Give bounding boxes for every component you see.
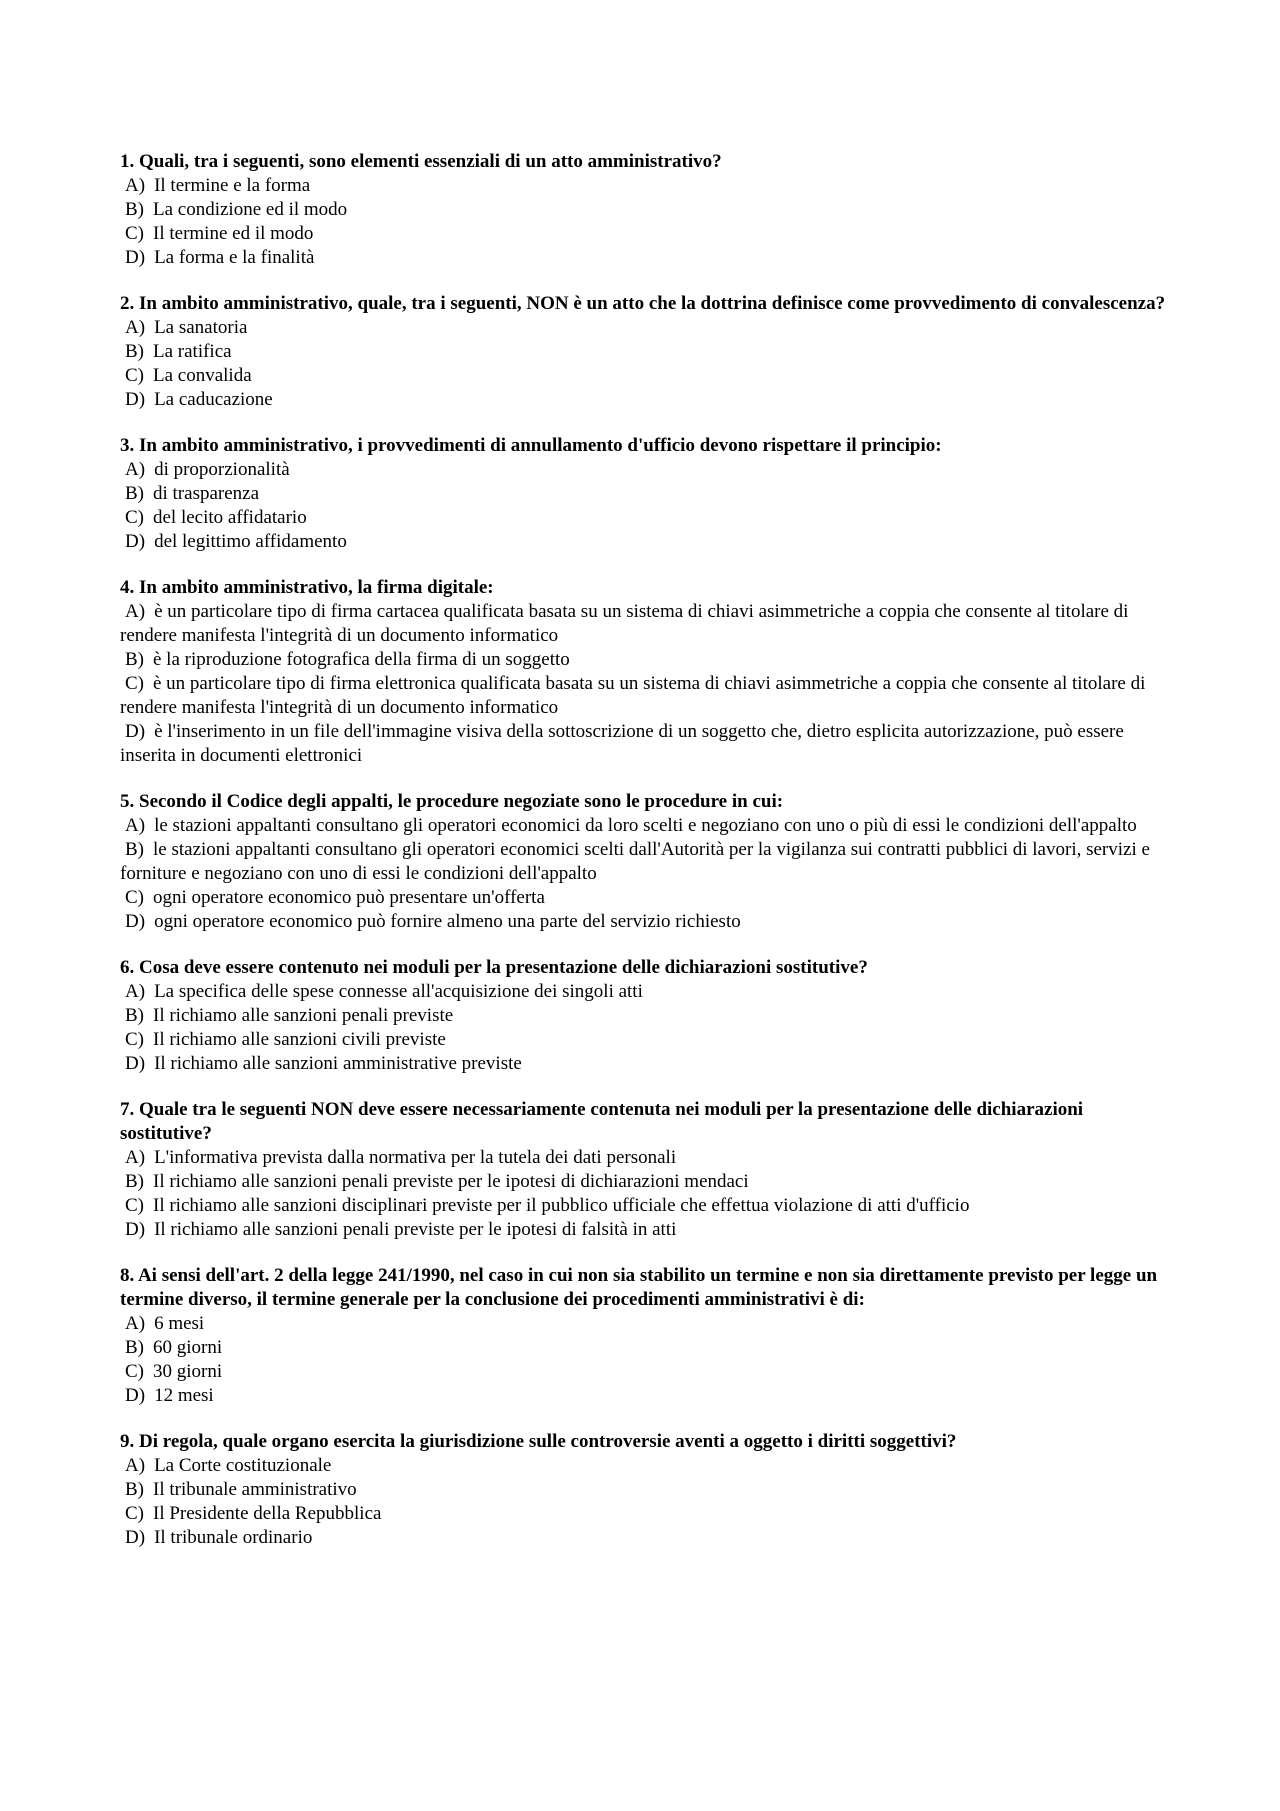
answer-option	[120, 1478, 1170, 1502]
option-text: è l'inserimento in un file dell'immagine visiva della sottoscrizione di un soggetto che, dietro esplicita autorizzazione, può essere inserita in documenti elettronici	[120, 721, 1124, 766]
option-text: La sanatoria	[154, 317, 248, 338]
option-letter: D)	[125, 911, 146, 932]
answer-option	[120, 814, 1170, 838]
option-text: L'informativa prevista dalla normativa per la tutela dei dati personali	[154, 1147, 677, 1168]
answer-option	[120, 1052, 1170, 1076]
question-number: 7.	[120, 1099, 135, 1120]
option-text: La condizione ed il modo	[153, 199, 348, 220]
option-text: Il Presidente della Repubblica	[153, 1503, 382, 1524]
question-number: 3.	[120, 435, 135, 456]
question-text	[120, 1430, 1170, 1454]
option-letter: C)	[125, 673, 144, 694]
option-letter: D)	[125, 721, 146, 742]
option-text: è un particolare tipo di firma elettronica qualificata basata su un sistema di chiavi asimmetriche a coppia che consente al titolare di rendere manifesta l'integrità di un documento informatico	[120, 673, 1146, 718]
option-letter: C)	[125, 1195, 144, 1216]
option-text: La specifica delle spese connesse all'acquisizione dei singoli atti	[154, 981, 643, 1002]
question-number: 8.	[120, 1265, 135, 1286]
answer-option	[120, 648, 1170, 672]
question-5	[120, 790, 1170, 934]
question-text	[120, 790, 1170, 814]
option-letter: B)	[125, 1337, 144, 1358]
question-number: 5.	[120, 791, 135, 812]
option-text: ogni operatore economico può fornire almeno una parte del servizio richiesto	[154, 911, 741, 932]
question-text	[120, 1264, 1170, 1312]
answer-options	[120, 1454, 1170, 1550]
question-body: In ambito amministrativo, i provvedimenti di annullamento d'ufficio devono rispettare il principio:	[139, 435, 942, 456]
option-letter: C)	[125, 223, 144, 244]
question-4	[120, 576, 1170, 768]
question-9	[120, 1430, 1170, 1550]
question-3	[120, 434, 1170, 554]
answer-option	[120, 1502, 1170, 1526]
question-text	[120, 292, 1170, 316]
question-number: 4.	[120, 577, 135, 598]
option-text: Il richiamo alle sanzioni amministrative previste	[154, 1053, 522, 1074]
answer-option	[120, 364, 1170, 388]
option-text: di proporzionalità	[154, 459, 290, 480]
answer-option	[120, 1146, 1170, 1170]
option-text: 30 giorni	[153, 1361, 223, 1382]
question-number: 6.	[120, 957, 135, 978]
option-letter: A)	[125, 175, 146, 196]
option-text: Il tribunale amministrativo	[153, 1479, 357, 1500]
answer-option	[120, 316, 1170, 340]
answer-option	[120, 600, 1170, 648]
answer-option	[120, 458, 1170, 482]
option-letter: A)	[125, 1455, 146, 1476]
option-text: Il richiamo alle sanzioni civili previste	[153, 1029, 446, 1050]
option-text: del legittimo affidamento	[154, 531, 347, 552]
option-letter: C)	[125, 887, 144, 908]
option-text: 12 mesi	[154, 1385, 214, 1406]
option-text: del lecito affidatario	[153, 507, 307, 528]
option-letter: B)	[125, 1005, 144, 1026]
option-text: è la riproduzione fotografica della firma di un soggetto	[153, 649, 570, 670]
question-number: 2.	[120, 293, 135, 314]
answer-option	[120, 1336, 1170, 1360]
question-body: Secondo il Codice degli appalti, le procedure negoziate sono le procedure in cui:	[139, 791, 784, 812]
option-text: La caducazione	[154, 389, 273, 410]
option-text: Il richiamo alle sanzioni penali previste per le ipotesi di dichiarazioni mendaci	[153, 1171, 749, 1192]
option-text: Il richiamo alle sanzioni disciplinari previste per il pubblico ufficiale che effettua violazione di atti d'ufficio	[153, 1195, 970, 1216]
option-letter: A)	[125, 601, 146, 622]
answer-option	[120, 1360, 1170, 1384]
option-letter: C)	[125, 507, 144, 528]
option-text: è un particolare tipo di firma cartacea qualificata basata su un sistema di chiavi asimmetriche a coppia che consente al titolare di rendere manifesta l'integrità di un documento informatico	[120, 601, 1129, 646]
answer-option	[120, 222, 1170, 246]
question-1	[120, 150, 1170, 270]
option-letter: C)	[125, 365, 144, 386]
question-number: 1.	[120, 151, 135, 172]
answer-option	[120, 1004, 1170, 1028]
answer-options	[120, 1146, 1170, 1242]
question-body: Ai sensi dell'art. 2 della legge 241/1990, nel caso in cui non sia stabilito un termine e non sia direttamente previsto per legge un termine diverso, il termine generale per la conclusione dei procedimenti amministrativi è di:	[120, 1265, 1158, 1310]
option-text: ogni operatore economico può presentare un'offerta	[153, 887, 545, 908]
option-text: Il tribunale ordinario	[154, 1527, 313, 1548]
question-body: Di regola, quale organo esercita la giurisdizione sulle controversie aventi a oggetto i diritti soggettivi?	[139, 1431, 957, 1452]
answer-options	[120, 600, 1170, 768]
answer-option	[120, 1170, 1170, 1194]
answer-option	[120, 1312, 1170, 1336]
question-text	[120, 956, 1170, 980]
option-letter: D)	[125, 1385, 146, 1406]
option-text: 60 giorni	[153, 1337, 223, 1358]
option-letter: D)	[125, 1219, 146, 1240]
option-text: Il richiamo alle sanzioni penali previste per le ipotesi di falsità in atti	[154, 1219, 677, 1240]
answer-option	[120, 1454, 1170, 1478]
answer-option	[120, 482, 1170, 506]
question-2	[120, 292, 1170, 412]
question-number: 9.	[120, 1431, 135, 1452]
option-letter: C)	[125, 1029, 144, 1050]
answer-option	[120, 1218, 1170, 1242]
answer-option	[120, 530, 1170, 554]
option-letter: A)	[125, 317, 146, 338]
option-letter: A)	[125, 1313, 146, 1334]
option-letter: A)	[125, 459, 146, 480]
question-body: Quali, tra i seguenti, sono elementi essenziali di un atto amministrativo?	[139, 151, 722, 172]
option-letter: B)	[125, 1171, 144, 1192]
answer-option	[120, 340, 1170, 364]
option-letter: D)	[125, 531, 146, 552]
question-text	[120, 1098, 1170, 1146]
option-letter: B)	[125, 649, 144, 670]
question-text	[120, 150, 1170, 174]
answer-option	[120, 388, 1170, 412]
question-body: Quale tra le seguenti NON deve essere necessariamente contenuta nei moduli per la presentazione delle dichiarazioni sostitutive?	[120, 1099, 1084, 1144]
question-6	[120, 956, 1170, 1076]
option-letter: B)	[125, 839, 144, 860]
option-text: le stazioni appaltanti consultano gli operatori economici da loro scelti e negoziano con uno o più di essi le condizioni dell'appalto	[154, 815, 1137, 836]
option-letter: D)	[125, 1053, 146, 1074]
option-letter: A)	[125, 981, 146, 1002]
answer-option	[120, 1526, 1170, 1550]
question-7	[120, 1098, 1170, 1242]
option-letter: A)	[125, 815, 146, 836]
option-text: di trasparenza	[153, 483, 260, 504]
option-letter: B)	[125, 341, 144, 362]
option-letter: A)	[125, 1147, 146, 1168]
question-body: Cosa deve essere contenuto nei moduli per la presentazione delle dichiarazioni sostitutive?	[139, 957, 868, 978]
answer-option	[120, 720, 1170, 768]
question-body: In ambito amministrativo, quale, tra i seguenti, NON è un atto che la dottrina definisce come provvedimento di convalescenza?	[139, 293, 1166, 314]
answer-options	[120, 316, 1170, 412]
option-text: La Corte costituzionale	[154, 1455, 332, 1476]
answer-option	[120, 910, 1170, 934]
answer-option	[120, 886, 1170, 910]
option-text: le stazioni appaltanti consultano gli operatori economici scelti dall'Autorità per la vigilanza sui contratti pubblici di lavori, servizi e forniture e negoziano con uno di essi le condizioni dell'appalto	[120, 839, 1150, 884]
question-text	[120, 576, 1170, 600]
option-letter: B)	[125, 199, 144, 220]
option-letter: D)	[125, 389, 146, 410]
option-text: Il termine ed il modo	[153, 223, 314, 244]
option-text: Il richiamo alle sanzioni penali previste	[153, 1005, 454, 1026]
answer-option	[120, 1028, 1170, 1052]
option-letter: D)	[125, 1527, 146, 1548]
option-letter: C)	[125, 1361, 144, 1382]
answer-option	[120, 1194, 1170, 1218]
option-text: 6 mesi	[154, 1313, 205, 1334]
answer-options	[120, 814, 1170, 934]
answer-option	[120, 246, 1170, 270]
answer-option	[120, 1384, 1170, 1408]
answer-option	[120, 672, 1170, 720]
option-letter: D)	[125, 247, 146, 268]
option-letter: B)	[125, 1479, 144, 1500]
option-letter: B)	[125, 483, 144, 504]
question-body: In ambito amministrativo, la firma digitale:	[139, 577, 494, 598]
answer-option	[120, 198, 1170, 222]
option-letter: C)	[125, 1503, 144, 1524]
question-8	[120, 1264, 1170, 1408]
answer-options	[120, 1312, 1170, 1408]
option-text: La forma e la finalità	[154, 247, 315, 268]
question-text	[120, 434, 1170, 458]
option-text: La convalida	[153, 365, 252, 386]
answer-option	[120, 174, 1170, 198]
option-text: Il termine e la forma	[154, 175, 311, 196]
quiz-page	[120, 150, 1170, 1572]
option-text: La ratifica	[153, 341, 232, 362]
answer-option	[120, 838, 1170, 886]
answer-option	[120, 980, 1170, 1004]
answer-options	[120, 980, 1170, 1076]
answer-option	[120, 506, 1170, 530]
answer-options	[120, 458, 1170, 554]
answer-options	[120, 174, 1170, 270]
